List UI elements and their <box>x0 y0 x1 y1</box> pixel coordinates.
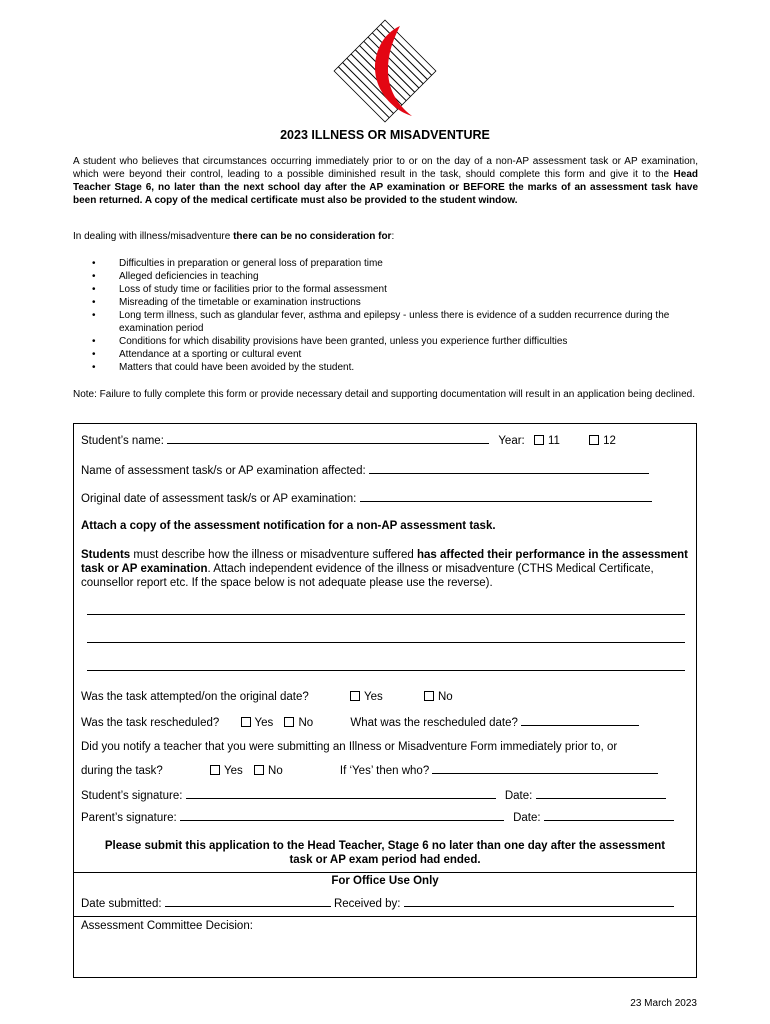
parent-signature-row <box>81 811 674 824</box>
year-11-checkbox[interactable] <box>534 435 544 445</box>
list-item: • Difficulties in preparation or general loss of preparation time <box>92 257 702 270</box>
student-name-field[interactable] <box>167 434 489 444</box>
list-item: • Misreading of the timetable or examination instructions <box>92 296 702 309</box>
rescheduled-no-checkbox[interactable] <box>284 717 294 727</box>
date-submitted-row <box>81 897 674 910</box>
student-signature-label: Student’s signature: <box>81 790 183 802</box>
attempted-label: Was the task attempted/on the original date? <box>81 691 309 703</box>
description-line-3[interactable] <box>87 670 685 671</box>
rescheduled-date-field[interactable] <box>521 716 639 726</box>
list-item: • Conditions for which disability provisions have been granted, unless you experience further difficulties <box>92 335 702 348</box>
rescheduled-date-label: What was the rescheduled date? <box>350 717 518 729</box>
attempted-no-label: No <box>437 691 453 703</box>
dealing-end: : <box>391 231 395 242</box>
parent-signature-field[interactable] <box>180 811 504 821</box>
attempted-row <box>81 691 453 703</box>
rescheduled-label: Was the task rescheduled? <box>81 717 220 729</box>
year-12-label: 12 <box>603 435 616 447</box>
rescheduled-row <box>81 716 639 729</box>
note-text: Note: Failure to fully complete this form or provide necessary detail and supporting documentation will result in an application being declined. <box>73 389 696 400</box>
student-date-field[interactable] <box>536 789 666 799</box>
original-date-label: Original date of assessment task/s or AP examination: <box>81 493 357 505</box>
year-11-label: 11 <box>547 435 560 447</box>
rescheduled-no-label: No <box>298 717 314 729</box>
during-row <box>81 764 658 777</box>
notify-no-label: No <box>268 765 283 777</box>
student-name-label: Student’s name: <box>81 435 164 447</box>
committee-divider <box>74 916 696 917</box>
rescheduled-yes-checkbox[interactable] <box>241 717 251 727</box>
if-yes-label: If ‘Yes’ then who? <box>339 765 430 777</box>
intro-bold-text: Head Teacher Stage 6, no later than the next school day after the AP examination or BEFORE the marks of an assessment task have been returned. A copy of the medical certificate must also be provided to the student window. <box>73 169 698 206</box>
committee-decision-label[interactable]: Assessment Committee Decision: <box>81 920 253 932</box>
list-item: • Attendance at a sporting or cultural event <box>92 348 702 361</box>
parent-signature-label: Parent’s signature: <box>81 812 177 824</box>
describe-instruction <box>81 548 691 590</box>
notify-question: Did you notify a teacher that you were submitting an Illness or Misadventure Form immediately prior to, or <box>81 741 618 753</box>
dealing-text: In dealing with illness/misadventure <box>73 231 234 242</box>
attempted-yes-checkbox[interactable] <box>350 691 360 701</box>
parent-date-label: Date: <box>513 812 541 824</box>
attempted-no-checkbox[interactable] <box>424 691 434 701</box>
page-title: 2023 ILLNESS OR MISADVENTURE <box>280 128 490 142</box>
teacher-name-field[interactable] <box>432 764 658 774</box>
date-submitted-field[interactable] <box>165 897 331 907</box>
student-name-row <box>81 434 616 447</box>
notify-yes-checkbox[interactable] <box>210 765 220 775</box>
parent-date-field[interactable] <box>544 811 674 821</box>
year-label: Year: <box>498 435 525 447</box>
office-divider <box>74 872 696 873</box>
intro-text: A student who believes that circumstances occurring immediately prior to or on the day of a non-AP assessment task or AP examination, which were beyond their control, leading to a possible diminished result in the task, should complete this form and give it to the <box>73 156 698 180</box>
student-date-label: Date: <box>504 790 533 802</box>
notify-no-checkbox[interactable] <box>254 765 264 775</box>
intro-paragraph <box>73 155 698 207</box>
assessment-name-field[interactable] <box>369 464 649 474</box>
student-signature-row <box>81 789 666 802</box>
date-submitted-label: Date submitted: <box>81 898 162 910</box>
original-date-field[interactable] <box>360 492 652 502</box>
list-item: • Alleged deficiencies in teaching <box>92 270 702 283</box>
assessment-name-label: Name of assessment task/s or AP examination affected: <box>81 465 366 477</box>
notify-yes-label: Yes <box>224 765 243 777</box>
describe-text-1: must describe how the illness or misadventure suffered <box>130 549 417 561</box>
application-form <box>73 423 697 978</box>
description-line-1[interactable] <box>87 614 685 615</box>
describe-bold-2: has affected their performance in the assessment task or AP examination <box>81 549 688 575</box>
attach-instruction: Attach a copy of the assessment notification for a non-AP assessment task. <box>81 520 496 532</box>
during-label: during the task? <box>81 765 163 777</box>
student-signature-field[interactable] <box>186 789 496 799</box>
received-by-label: Received by: <box>333 898 401 910</box>
year-12-checkbox[interactable] <box>589 435 599 445</box>
exclusions-list <box>92 257 702 374</box>
describe-text-2: . Attach independent evidence of the illness or misadventure (CTHS Medical Certificate, counsellor report etc. If the space below is not adequate please use the reverse). <box>81 563 654 589</box>
list-item: • Matters that could have been avoided by the student. <box>92 361 702 374</box>
attempted-yes-label: Yes <box>364 691 383 703</box>
list-item: • Loss of study time or facilities prior to the formal assessment <box>92 283 702 296</box>
list-item: • Long term illness, such as glandular fever, asthma and epilepsy - unless there is evidence of a sudden recurrence during the examination period <box>92 309 702 335</box>
original-date-row <box>81 492 652 505</box>
school-logo-icon <box>330 18 440 124</box>
describe-bold-1: Students <box>81 549 131 561</box>
rescheduled-yes-label: Yes <box>254 717 274 729</box>
submit-instruction: Please submit this application to the Head Teacher, Stage 6 no later than one day after the assessment task or AP exam period had ended. <box>104 840 666 866</box>
assessment-name-row <box>81 464 649 477</box>
dealing-statement <box>73 231 394 242</box>
received-by-field[interactable] <box>404 897 674 907</box>
office-use-title: For Office Use Only <box>331 875 439 887</box>
description-line-2[interactable] <box>87 642 685 643</box>
dealing-bold: there can be no consideration for <box>233 231 392 242</box>
footer-date: 23 March 2023 <box>630 998 697 1009</box>
